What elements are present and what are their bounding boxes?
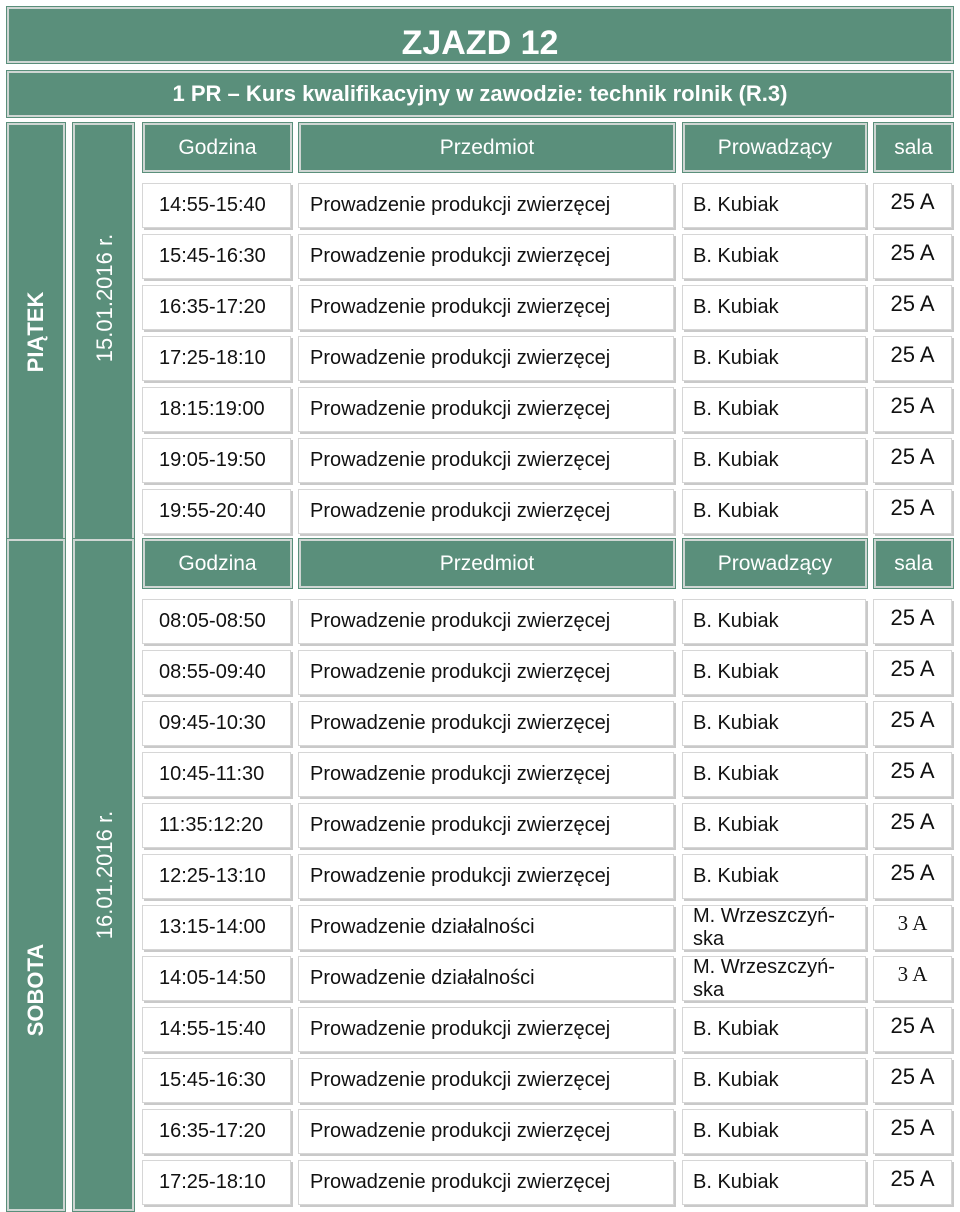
cell-room xyxy=(873,285,952,330)
room-text: 25 A xyxy=(890,655,935,681)
cell-subject xyxy=(298,1109,674,1154)
cell-time xyxy=(142,752,291,797)
cell-room xyxy=(873,752,952,797)
subject-text: Prowadzenie produkcji zwierzęcej xyxy=(310,449,611,471)
time-text: 17:25-18:10 xyxy=(159,1171,266,1193)
cell-time xyxy=(142,336,291,381)
cell-teacher xyxy=(682,803,866,848)
cell-time xyxy=(142,803,291,848)
cell-time xyxy=(142,1109,291,1154)
cell-room xyxy=(873,387,952,432)
time-text: 11:35:12:20 xyxy=(159,814,264,836)
cell-subject xyxy=(298,701,674,746)
cell-time xyxy=(142,183,291,228)
cell-subject xyxy=(298,1007,674,1052)
cell-subject xyxy=(298,285,674,330)
cell-room xyxy=(873,183,952,228)
time-text: 15:45-16:30 xyxy=(159,1069,266,1091)
column-header-teacher: Prowadzący xyxy=(682,538,868,589)
column-header-time: Godzina xyxy=(142,538,293,589)
cell-teacher xyxy=(682,234,866,279)
cell-subject xyxy=(298,752,674,797)
teacher-text: B. Kubiak xyxy=(693,610,779,632)
cell-teacher xyxy=(682,650,866,695)
room-text: 25 A xyxy=(890,341,935,367)
subject-text: Prowadzenie działalności xyxy=(310,916,535,938)
cell-teacher xyxy=(682,905,866,950)
teacher-text: B. Kubiak xyxy=(693,661,779,683)
teacher-text: B. Kubiak xyxy=(693,814,779,836)
time-text: 16:35-17:20 xyxy=(159,296,266,318)
time-text: 08:05-08:50 xyxy=(159,610,266,632)
time-text: 19:55-20:40 xyxy=(159,500,266,522)
room-text: 25 A xyxy=(890,290,935,316)
teacher-text: B. Kubiak xyxy=(693,194,779,216)
cell-time xyxy=(142,599,291,644)
time-text: 14:55-15:40 xyxy=(159,1018,266,1040)
room-text: 25 A xyxy=(890,1165,935,1191)
teacher-text: M. Wrzeszczyń- ska xyxy=(693,904,835,950)
teacher-text: B. Kubiak xyxy=(693,500,779,522)
subject-text: Prowadzenie produkcji zwierzęcej xyxy=(310,1018,611,1040)
time-text: 18:15:19:00 xyxy=(159,398,265,420)
subject-text: Prowadzenie produkcji zwierzęcej xyxy=(310,245,611,267)
subject-text: Prowadzenie produkcji zwierzęcej xyxy=(310,814,611,836)
time-text: 14:05-14:50 xyxy=(159,967,266,989)
date-column xyxy=(72,122,135,541)
cell-time xyxy=(142,1007,291,1052)
cell-time xyxy=(142,1058,291,1103)
room-text: 25 A xyxy=(890,188,935,214)
room-text: 25 A xyxy=(890,392,935,418)
subject-text: Prowadzenie produkcji zwierzęcej xyxy=(310,763,611,785)
cell-room xyxy=(873,905,952,950)
cell-room xyxy=(873,438,952,483)
room-text: 25 A xyxy=(890,1114,935,1140)
cell-subject xyxy=(298,1160,674,1205)
room-text: 25 A xyxy=(890,808,935,834)
cell-subject xyxy=(298,650,674,695)
subject-text: Prowadzenie produkcji zwierzęcej xyxy=(310,500,611,522)
cell-teacher xyxy=(682,438,866,483)
cell-subject xyxy=(298,854,674,899)
room-text: 25 A xyxy=(890,443,935,469)
teacher-text: B. Kubiak xyxy=(693,712,779,734)
cell-teacher xyxy=(682,183,866,228)
cell-time xyxy=(142,650,291,695)
cell-room xyxy=(873,854,952,899)
column-header-room: sala xyxy=(873,538,954,589)
room-text: 3 A xyxy=(897,911,928,935)
cell-subject xyxy=(298,956,674,1001)
teacher-text: B. Kubiak xyxy=(693,347,779,369)
time-text: 17:25-18:10 xyxy=(159,347,266,369)
cell-room xyxy=(873,701,952,746)
room-text: 25 A xyxy=(890,1063,935,1089)
teacher-text: B. Kubiak xyxy=(693,763,779,785)
cell-room xyxy=(873,803,952,848)
time-text: 10:45-11:30 xyxy=(159,763,265,785)
room-text: 25 A xyxy=(890,494,935,520)
subject-text: Prowadzenie produkcji zwierzęcej xyxy=(310,347,611,369)
time-text: 13:15-14:00 xyxy=(159,916,266,938)
time-text: 15:45-16:30 xyxy=(159,245,266,267)
time-text: 14:55-15:40 xyxy=(159,194,266,216)
cell-time xyxy=(142,234,291,279)
column-header-teacher: Prowadzący xyxy=(682,122,868,173)
room-text: 25 A xyxy=(890,239,935,265)
teacher-text: B. Kubiak xyxy=(693,1069,779,1091)
teacher-text: M. Wrzeszczyń- ska xyxy=(693,955,835,1001)
cell-room xyxy=(873,1109,952,1154)
time-text: 19:05-19:50 xyxy=(159,449,266,471)
cell-teacher xyxy=(682,752,866,797)
column-header-subject: Przedmiot xyxy=(298,122,676,173)
subject-text: Prowadzenie produkcji zwierzęcej xyxy=(310,610,611,632)
cell-teacher xyxy=(682,336,866,381)
cell-time xyxy=(142,956,291,1001)
cell-time xyxy=(142,701,291,746)
cell-subject xyxy=(298,489,674,534)
cell-room xyxy=(873,1058,952,1103)
cell-room xyxy=(873,650,952,695)
cell-teacher xyxy=(682,701,866,746)
date-label: 15.01.2016 r. xyxy=(92,233,117,363)
day-label: PIĄTEK xyxy=(23,291,48,372)
cell-room xyxy=(873,234,952,279)
cell-time xyxy=(142,489,291,534)
cell-time xyxy=(142,285,291,330)
subject-text: Prowadzenie produkcji zwierzęcej xyxy=(310,661,611,683)
room-text: 25 A xyxy=(890,604,935,630)
cell-subject xyxy=(298,599,674,644)
cell-room xyxy=(873,956,952,1001)
cell-teacher xyxy=(682,1007,866,1052)
cell-time xyxy=(142,1160,291,1205)
teacher-text: B. Kubiak xyxy=(693,449,779,471)
time-text: 12:25-13:10 xyxy=(159,865,266,887)
room-text: 25 A xyxy=(890,757,935,783)
subject-text: Prowadzenie produkcji zwierzęcej xyxy=(310,712,611,734)
subject-text: Prowadzenie produkcji zwierzęcej xyxy=(310,194,611,216)
teacher-text: B. Kubiak xyxy=(693,296,779,318)
cell-teacher xyxy=(682,489,866,534)
subject-text: Prowadzenie produkcji zwierzęcej xyxy=(310,1069,611,1091)
cell-subject xyxy=(298,387,674,432)
subject-text: Prowadzenie działalności xyxy=(310,967,535,989)
cell-room xyxy=(873,1160,952,1205)
column-header-time: Godzina xyxy=(142,122,293,173)
teacher-text: B. Kubiak xyxy=(693,398,779,420)
subject-text: Prowadzenie produkcji zwierzęcej xyxy=(310,1171,611,1193)
course-subtitle: 1 PR – Kurs kwalifikacyjny w zawodzie: technik rolnik (R.3) xyxy=(6,70,954,118)
teacher-text: B. Kubiak xyxy=(693,1120,779,1142)
subject-text: Prowadzenie produkcji zwierzęcej xyxy=(310,865,611,887)
room-text: 25 A xyxy=(890,1012,935,1038)
time-text: 08:55-09:40 xyxy=(159,661,266,683)
cell-time xyxy=(142,438,291,483)
room-text: 25 A xyxy=(890,859,935,885)
time-text: 16:35-17:20 xyxy=(159,1120,266,1142)
cell-teacher xyxy=(682,956,866,1001)
page-title: ZJAZD 12 xyxy=(6,6,954,64)
subject-text: Prowadzenie produkcji zwierzęcej xyxy=(310,296,611,318)
cell-subject xyxy=(298,803,674,848)
day-label: SOBOTA xyxy=(23,943,48,1036)
cell-teacher xyxy=(682,1109,866,1154)
cell-teacher xyxy=(682,1058,866,1103)
cell-time xyxy=(142,905,291,950)
cell-teacher xyxy=(682,285,866,330)
cell-time xyxy=(142,387,291,432)
room-text: 3 A xyxy=(897,962,928,986)
cell-time xyxy=(142,854,291,899)
cell-room xyxy=(873,599,952,644)
teacher-text: B. Kubiak xyxy=(693,865,779,887)
date-label: 16.01.2016 r. xyxy=(92,810,117,940)
day-column xyxy=(6,538,66,1212)
teacher-text: B. Kubiak xyxy=(693,245,779,267)
subject-text: Prowadzenie produkcji zwierzęcej xyxy=(310,1120,611,1142)
subject-text: Prowadzenie produkcji zwierzęcej xyxy=(310,398,611,420)
cell-subject xyxy=(298,438,674,483)
cell-room xyxy=(873,336,952,381)
cell-teacher xyxy=(682,599,866,644)
cell-subject xyxy=(298,1058,674,1103)
cell-subject xyxy=(298,905,674,950)
column-header-room: sala xyxy=(873,122,954,173)
date-column xyxy=(72,538,135,1212)
day-column xyxy=(6,122,66,541)
cell-subject xyxy=(298,234,674,279)
cell-teacher xyxy=(682,387,866,432)
cell-teacher xyxy=(682,854,866,899)
teacher-text: B. Kubiak xyxy=(693,1018,779,1040)
cell-subject xyxy=(298,183,674,228)
room-text: 25 A xyxy=(890,706,935,732)
cell-subject xyxy=(298,336,674,381)
time-text: 09:45-10:30 xyxy=(159,712,266,734)
column-header-subject: Przedmiot xyxy=(298,538,676,589)
cell-room xyxy=(873,489,952,534)
cell-room xyxy=(873,1007,952,1052)
teacher-text: B. Kubiak xyxy=(693,1171,779,1193)
cell-teacher xyxy=(682,1160,866,1205)
